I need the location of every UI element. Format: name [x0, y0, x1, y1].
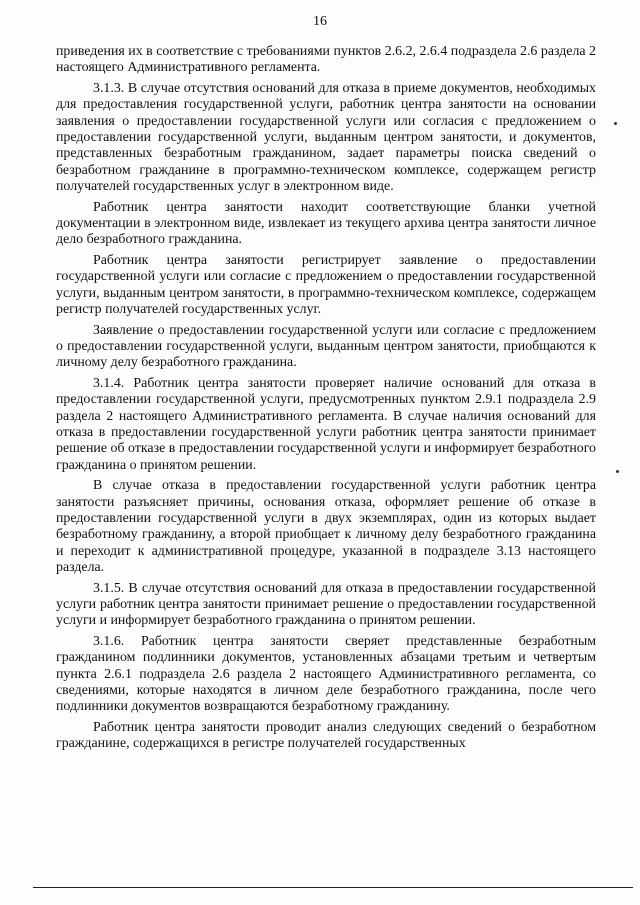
- paragraph: приведения их в соответствие с требованиями пунктов 2.6.2, 2.6.4 подраздела 2.6 раздела 2 настоящего Административного регламента.: [56, 44, 596, 76]
- paragraph: 3.1.5. В случае отсутствия оснований для отказа в предоставлении государственной услуги работник центра занятости принимает решение о предоставлении государственной услуги и информирует безработного гражданина о принятом решении.: [56, 580, 596, 629]
- paragraph: 3.1.4. Работник центра занятости проверяет наличие оснований для отказа в предоставлении государственной услуги, предусмотренных пунктом 2.9.1 подраздела 2.9 раздела 2 настоящего Административного регламента. В случае наличия оснований для отказа в предоставлении государственной услуги работник центра занятости принимает решение об отказе в предоставлении государственной услуги и информирует безработного гражданина о принятом решении.: [56, 375, 596, 473]
- document-body: [56, 44, 596, 757]
- scan-speck: [614, 122, 617, 125]
- paragraph: Работник центра занятости проводит анализ следующих сведений о безработном гражданине, содержащихся в регистре получателей государственных: [56, 719, 596, 752]
- paragraph: Заявление о предоставлении государственной услуги или согласие с предложением о предоставлении государственной услуги, выданным центром занятости, приобщаются к личному делу безработного гражданина.: [56, 322, 596, 371]
- paragraph: 3.1.3. В случае отсутствия оснований для отказа в приеме документов, необходимых для предоставления государственной услуги, работник центра занятости на основании заявления о предоставлении государственной услуги или согласия с предложением о предоставлении государственной услуги, выданным центром занятости, и документов, представленных безработным гражданином, задает параметры поиска сведений о безработном гражданине в программно-техническом комплексе, содержащем регистр получателей государственных услуг в электронном виде.: [56, 80, 596, 195]
- paragraph: Работник центра занятости регистрирует заявление о предоставлении государственной услуги или согласие с предложением о предоставлении государственной услуги, выданным центром занятости, в программно-техническом комплексе, содержащем регистр получателей государственных услуг.: [56, 252, 596, 318]
- paragraph: Работник центра занятости находит соответствующие бланки учетной документации в электронном виде, извлекает из текущего архива центра занятости личное дело безработного гражданина.: [56, 199, 596, 248]
- scan-speck: [616, 470, 619, 473]
- paragraph: В случае отказа в предоставлении государственной услуги работник центра занятости разъясняет причины, основания отказа, оформляет решение об отказе в предоставлении государственной услуги в двух экземплярах, один из которых выдает безработному гражданину, а второй приобщает к личному делу безработного гражданина и переходит к административной процедуре, указанной в подразделе 3.13 настоящего раздела.: [56, 478, 596, 576]
- bottom-rule: [33, 887, 633, 888]
- page-number: 16: [313, 14, 327, 29]
- paragraph: 3.1.6. Работник центра занятости сверяет представленные безработным гражданином подлинники документов, установленных абзацами третьим и четвертым пункта 2.6.1 подраздела 2.6 раздела 2 настоящего Административного регламента, со сведениями, которые находятся в личном деле безработного гражданина, после чего подлинники документов возвращаются безработному гражданину.: [56, 633, 596, 715]
